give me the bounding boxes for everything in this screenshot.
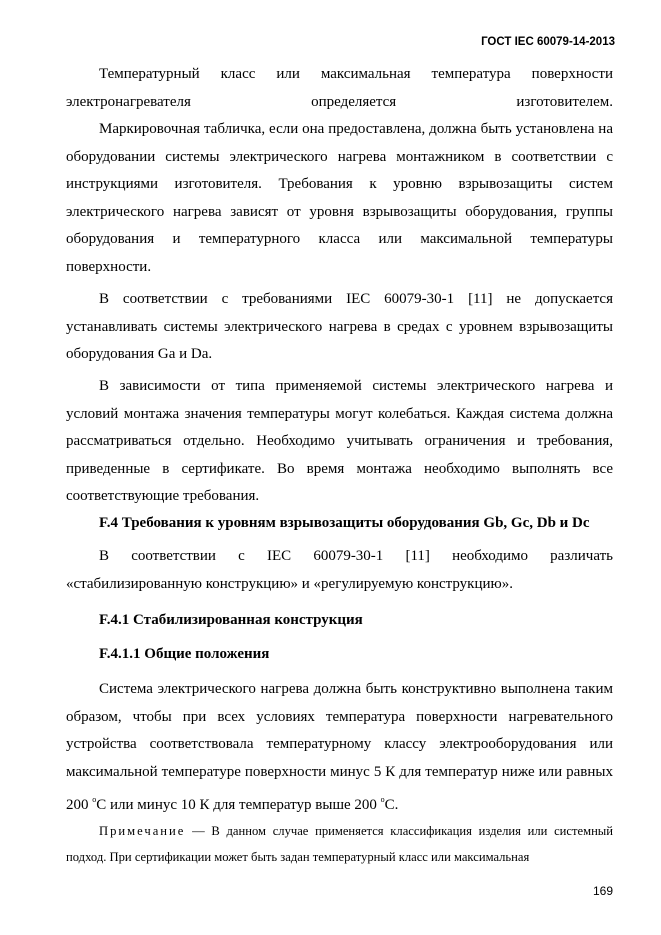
paragraph-iec-requirements: В соответствии с требованиями IEC 60079-30-1 [11] не допускается устанавливать системы электрического нагрева в средах с уровнем взрывозащиты оборудования Ga и Da. bbox=[66, 291, 613, 362]
page-number: 169 bbox=[592, 884, 613, 898]
note-block bbox=[66, 818, 613, 870]
paragraph-text-part1: Система электрического нагрева должна быть конструктивно выполнена таким образом, чтобы при всех условиях температура поверхности нагревательного устройства соответствовала температурному классу электрооборудования или максимальной температуре поверхности минус 5 К для температур ниже или равных 200 bbox=[66, 681, 613, 813]
paragraph-text-part3: С. bbox=[384, 797, 399, 813]
paragraph-heating-system-design bbox=[66, 676, 613, 820]
paragraph-temperature-class: Температурный класс или максимальная температура поверхности электронагревателя определяется изготовителем. bbox=[66, 66, 613, 110]
paragraph-construction-types: В соответствии с IEC 60079-30-1 [11] необходимо различать «стабилизированную конструкцию» и «регулируемую конструкцию». bbox=[66, 548, 613, 592]
document-code-header: ГОСТ IEC 60079-14-2013 bbox=[481, 36, 615, 48]
note-label: Примечание bbox=[99, 824, 186, 838]
paragraph-temperature-variation: В зависимости от типа применяемой системы электрического нагрева и условий монтажа значения температуры могут колебаться. Каждая система должна рассматриваться отдельно. Необходимо учитывать ограничения и требования, приведенные в сертификате. Во время монтажа необходимо выполнять все соответствующие требования. bbox=[66, 378, 613, 504]
degree-mark: о bbox=[92, 795, 97, 804]
paragraph-marking-plate: Маркировочная табличка, если она предоставлена, должна быть установлена на оборудовании системы электрического нагрева монтажником в соответствии с инструкциями изготовителя. Требования к уровню взрывозащиты систем электрического нагрева зависят от уровня взрывозащиты оборудования, группы оборудования и температурного класса или максимальной температуры поверхности. bbox=[66, 121, 613, 275]
note-dash: — bbox=[185, 824, 212, 838]
heading-f4-1: F.4.1 Стабилизированная конструкция bbox=[99, 612, 363, 628]
note-text: В данном случае применяется классификация изделия или системный подход. При сертификации может быть задан температурный класс или максимальная bbox=[66, 824, 614, 864]
heading-f4: F.4 Требования к уровням взрывозащиты оборудования Gb, Gc, Db и Dc bbox=[99, 515, 590, 531]
paragraph-text-part2: С или минус 10 К для температур выше 200 bbox=[96, 797, 381, 813]
degree-mark: о bbox=[380, 795, 385, 804]
heading-f4-1-1: F.4.1.1 Общие положения bbox=[99, 646, 270, 662]
